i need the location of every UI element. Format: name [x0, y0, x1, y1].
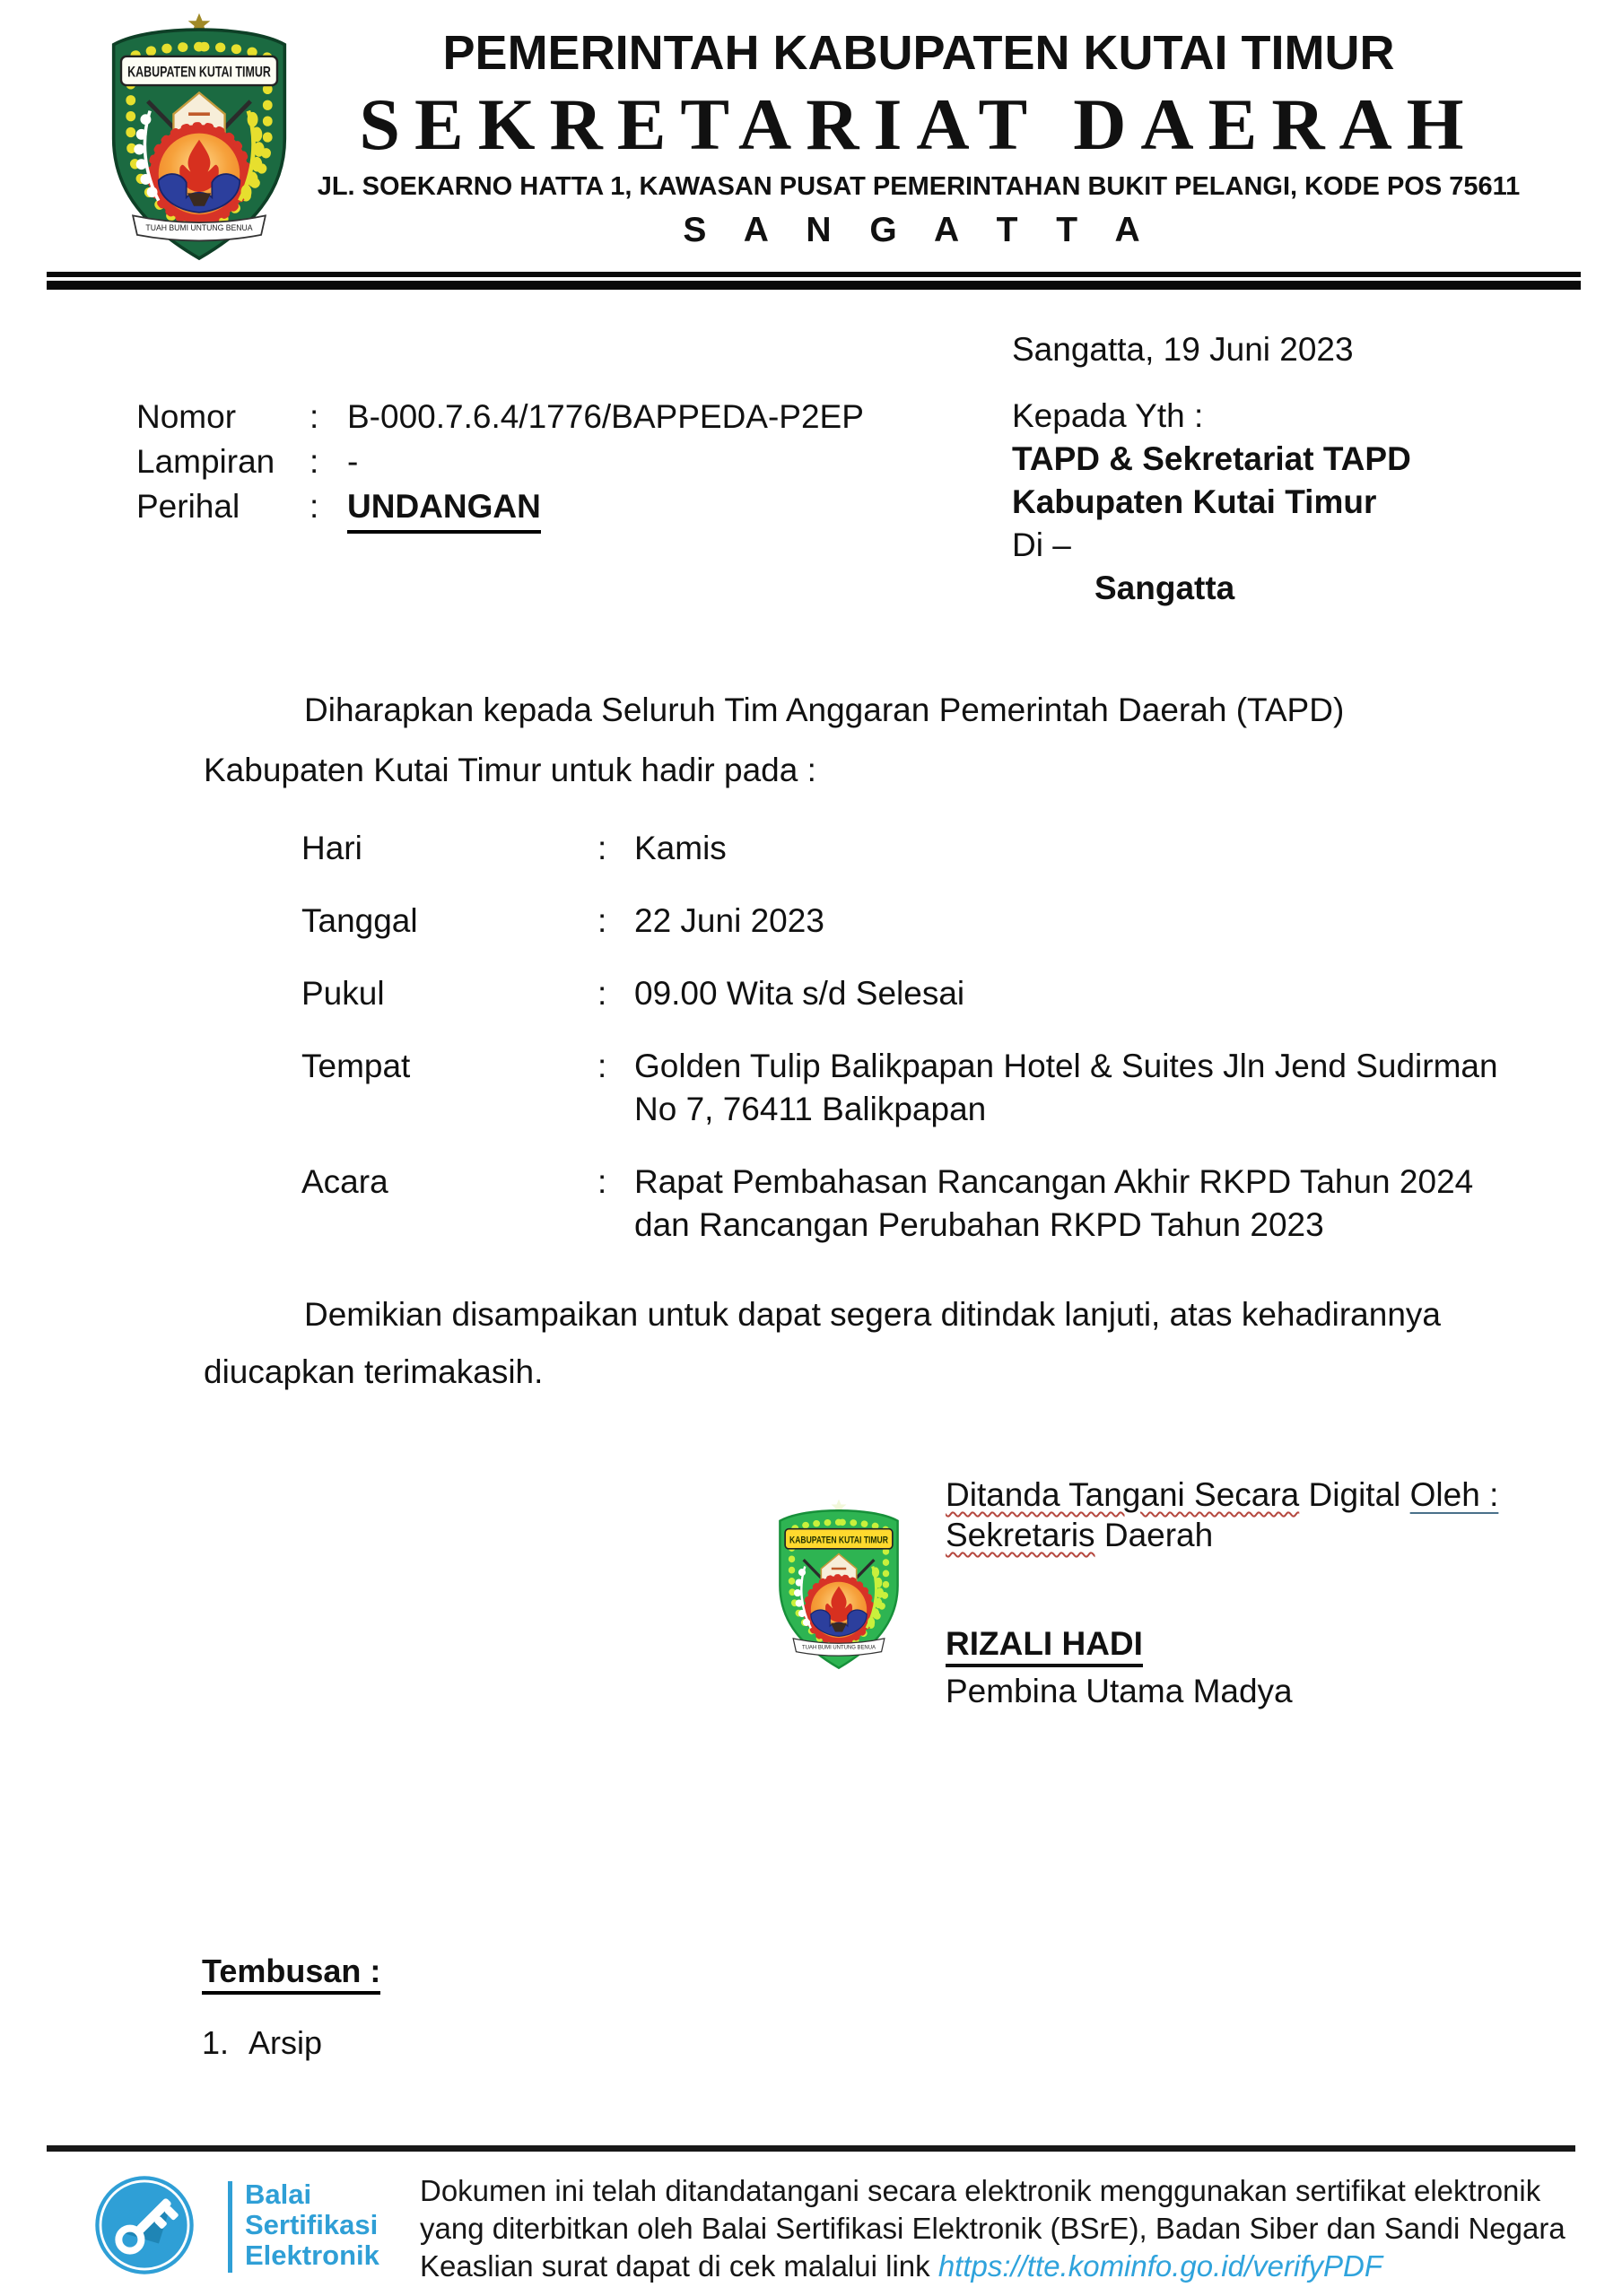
detail-colon: : — [597, 1163, 607, 1200]
detail-value-day: Kamis — [634, 830, 727, 866]
bsre-brand-text — [245, 2179, 379, 2271]
tembusan-section — [202, 1952, 380, 2063]
addressee-block — [1012, 328, 1411, 610]
event-details — [301, 827, 1513, 1276]
detail-row-pukul — [301, 972, 1513, 1015]
meta-row-perihal — [136, 484, 864, 534]
tembusan-heading: Tembusan : — [202, 1952, 380, 1991]
detail-value-time: 09.00 Wita s/d Selesai — [634, 975, 965, 1012]
detail-colon: : — [597, 902, 607, 939]
letter-date: Sangatta, 19 Juni 2023 — [1012, 331, 1354, 368]
closing-paragraph — [204, 1286, 1513, 1401]
note-misspelled-words: Ditanda Tangani Secara — [946, 1476, 1300, 1513]
meta-row-nomor — [136, 395, 864, 439]
recipient-org-line2: Kabupaten Kutai Timur — [1012, 483, 1377, 520]
signature-block — [946, 1474, 1498, 1711]
disclaimer-line3-prefix: Keaslian surat dapat di cek malalui link — [420, 2249, 938, 2283]
salutation: Kepada Yth : — [1012, 397, 1204, 434]
opening-line1: Diharapkan kepada Seluruh Tim Anggaran Pemerintah Daerah (TAPD) — [304, 691, 1345, 728]
letter-number: B-000.7.6.4/1776/BAPPEDA-P2EP — [347, 398, 864, 435]
header-rule-top — [47, 272, 1581, 277]
detail-label: Tanggal — [301, 902, 418, 939]
detail-colon: : — [597, 1048, 607, 1084]
disclaimer-line2: yang diterbitkan oleh Balai Sertifikasi Elektronik (BSrE), Badan Siber dan Sandi Negara — [420, 2212, 1565, 2245]
meta-colon: : — [310, 398, 319, 435]
closing-line2: diucapkan terimakasih. — [204, 1353, 544, 1390]
footer-disclaimer — [420, 2172, 1595, 2285]
subject-value: UNDANGAN — [347, 484, 541, 534]
signer-rank: Pembina Utama Madya — [946, 1673, 1293, 1709]
tembusan-item — [202, 2023, 380, 2063]
letter-meta — [136, 395, 864, 534]
tembusan-item-text: Arsip — [249, 2024, 323, 2061]
detail-value-agenda: Rapat Pembahasan Rancangan Akhir RKPD Tahun 2024 dan Rancangan Perubahan RKPD Tahun 2023 — [634, 1163, 1474, 1243]
letterhead-government: PEMERINTAH KABUPATEN KUTAI TIMUR — [442, 26, 1395, 80]
tembusan-item-number: 1. — [202, 2024, 230, 2061]
letterhead-city: S A N G A T T A — [683, 211, 1155, 249]
meta-colon: : — [310, 443, 319, 480]
detail-label: Acara — [301, 1163, 388, 1200]
signature-crest-logo — [765, 1476, 912, 1702]
verify-link[interactable]: https://tte.kominfo.go.id/verifyPDF — [937, 2249, 1383, 2283]
brand-line2: Sertifikasi — [245, 2209, 379, 2240]
kutai-timur-crest-icon — [765, 1476, 912, 1698]
meta-colon: : — [310, 488, 319, 525]
meta-label: Lampiran — [136, 443, 275, 480]
header-rule-bottom — [47, 281, 1581, 290]
brand-line3: Elektronik — [245, 2239, 379, 2271]
signer-name: RIZALI HADI — [946, 1623, 1498, 1664]
brand-line1: Balai — [245, 2179, 312, 2210]
meta-label: Nomor — [136, 398, 237, 435]
detail-colon: : — [597, 975, 607, 1012]
disclaimer-line3 — [420, 2248, 1595, 2285]
note-mid: Digital — [1299, 1476, 1410, 1513]
letterhead — [224, 0, 1613, 250]
closing-line1: Demikian disampaikan untuk dapat segera ditindak lanjuti, atas kehadirannya — [304, 1296, 1441, 1333]
meta-label: Perihal — [136, 488, 240, 525]
signer-role — [946, 1515, 1498, 1555]
opening-line2: Kabupaten Kutai Timur untuk hadir pada : — [204, 752, 816, 788]
detail-label: Hari — [301, 830, 362, 866]
detail-row-acara — [301, 1161, 1513, 1247]
role-word2: Daerah — [1094, 1517, 1214, 1553]
detail-colon: : — [597, 830, 607, 866]
bsre-key-icon — [93, 2174, 196, 2276]
detail-row-tanggal — [301, 900, 1513, 943]
detail-label: Pukul — [301, 975, 385, 1012]
recipient-org-line1: TAPD & Sekretariat TAPD — [1012, 440, 1411, 477]
detail-value-venue: Golden Tulip Balikpapan Hotel & Suites Jln Jend Sudirman No 7, 76411 Balikpapan — [634, 1048, 1498, 1127]
footer-divider — [228, 2181, 232, 2273]
detail-label: Tempat — [301, 1048, 411, 1084]
recipient-di: Di – — [1012, 526, 1071, 563]
detail-row-tempat — [301, 1045, 1513, 1131]
opening-paragraph — [204, 680, 1513, 800]
detail-value-date: 22 Juni 2023 — [634, 902, 824, 939]
role-word1: Sekretaris — [946, 1517, 1095, 1553]
detail-row-hari — [301, 827, 1513, 870]
disclaimer-line1: Dokumen ini telah ditandatangani secara elektronik menggunakan sertifikat elektronik — [420, 2174, 1541, 2207]
attachment-value: - — [347, 443, 359, 480]
meta-row-lampiran — [136, 439, 864, 484]
note-oleh: Oleh : — [1409, 1476, 1499, 1513]
letterhead-address: JL. SOEKARNO HATTA 1, KAWASAN PUSAT PEMERINTAHAN BUKIT PELANGI, KODE POS 75611 — [317, 172, 1521, 201]
recipient-city: Sangatta — [1094, 570, 1235, 606]
digital-signature-note — [946, 1474, 1498, 1515]
letterhead-office: SEKRETARIAT DAERAH — [359, 83, 1478, 165]
footer-rule — [47, 2145, 1575, 2152]
bsre-logo — [93, 2174, 196, 2281]
